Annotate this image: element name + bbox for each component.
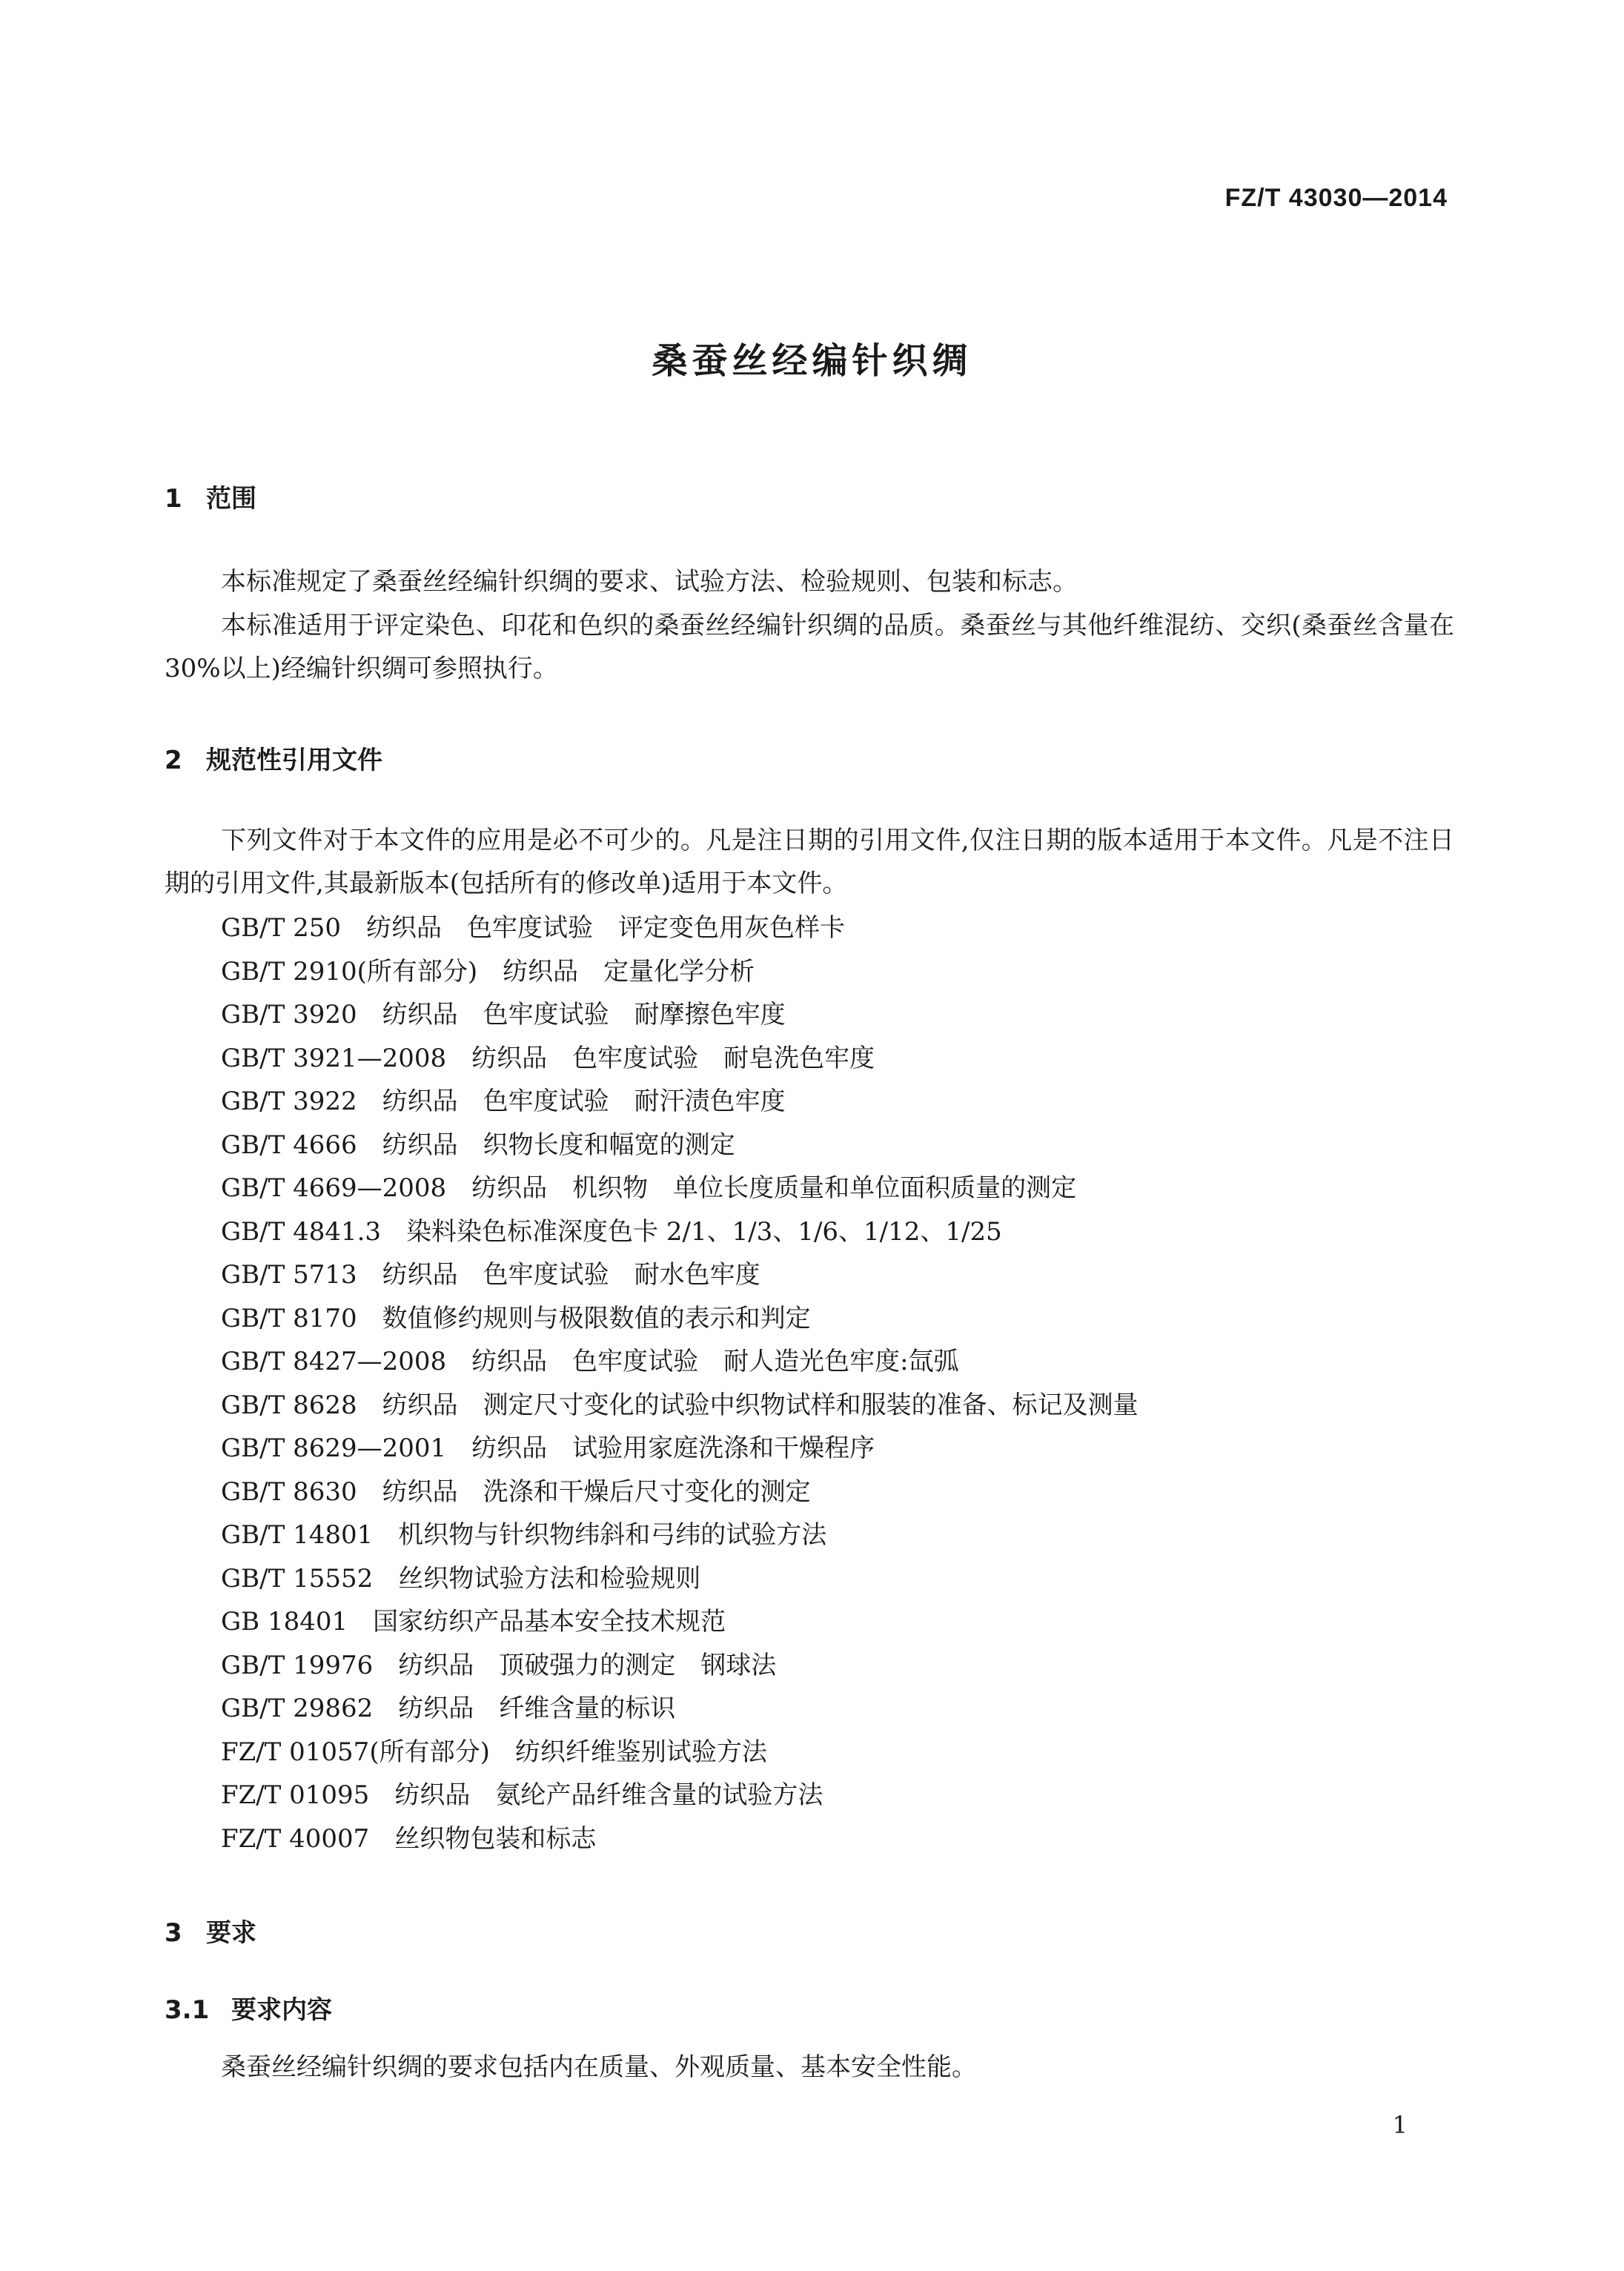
reference-code: GB/T 4669—2008 <box>221 1173 447 1203</box>
section-title: 要求 <box>206 1918 256 1948</box>
document-title: 桑蚕丝经编针织绸 <box>652 340 972 382</box>
reference-item <box>221 1384 1139 1428</box>
reference-title: 机织物与针织物纬斜和弓纬的试验方法 <box>398 1520 827 1550</box>
reference-title: 纺织品 洗涤和干燥后尺寸变化的测定 <box>382 1476 811 1507</box>
reference-item <box>221 1080 1139 1124</box>
section-1-heading <box>165 478 256 514</box>
scope-paragraph-1: 本标准规定了桑蚕丝经编针织绸的要求、试验方法、检验规则、包装和标志。 <box>221 567 1078 597</box>
reference-code: GB/T 4666 <box>221 1130 357 1160</box>
reference-item <box>221 1471 1139 1514</box>
references-intro: 下列文件对于本文件的应用是必不可少的。凡是注日期的引用文件,仅注日期的版本适用于本文件。凡是不注日期的引用文件,其最新版本(包括所有的修改单)适用于本文件。 <box>165 826 1454 898</box>
section-3-heading <box>165 1912 256 1949</box>
reference-code: GB/T 250 <box>221 913 341 943</box>
reference-title: 纺织品 色牢度试验 耐水色牢度 <box>382 1260 760 1290</box>
reference-code: GB/T 4841.3 <box>221 1216 382 1247</box>
reference-code: GB/T 8628 <box>221 1390 357 1420</box>
reference-item <box>221 1340 1139 1384</box>
scope-paragraph-2: 本标准适用于评定染色、印花和色织的桑蚕丝经编针织绸的品质。桑蚕丝与其他纤维混纺、交织(桑蚕丝含量在 30%以上)经编针织绸可参照执行。 <box>165 611 1454 683</box>
reference-item <box>221 1774 1139 1817</box>
reference-code: GB/T 29862 <box>221 1694 374 1723</box>
section-2-heading <box>165 740 382 776</box>
reference-code: FZ/T 40007 <box>221 1823 370 1854</box>
reference-title: 纺织品 色牢度试验 耐摩擦色牢度 <box>382 1000 786 1030</box>
reference-item <box>221 1167 1139 1210</box>
reference-code: GB/T 15552 <box>221 1563 374 1594</box>
reference-item <box>221 1731 1139 1774</box>
reference-code: GB/T 5713 <box>221 1260 357 1290</box>
reference-title: 纺织品 织物长度和幅宽的测定 <box>382 1130 735 1160</box>
reference-title: 染料染色标准深度色卡 2/1、1/3、1/6、1/12、1/25 <box>406 1216 1002 1247</box>
reference-list <box>221 906 1139 1860</box>
reference-item <box>221 1124 1139 1167</box>
reference-title: 纺织品 色牢度试验 评定变色用灰色样卡 <box>365 913 845 943</box>
section-title: 规范性引用文件 <box>206 746 382 775</box>
reference-title: 国家纺织产品基本安全技术规范 <box>373 1607 726 1637</box>
reference-code: GB/T 8630 <box>221 1476 357 1507</box>
reference-title: 纺织品 色牢度试验 耐汗渍色牢度 <box>382 1087 786 1116</box>
subsection-number: 3.1 <box>165 1995 210 2025</box>
reference-title: 纺织品 测定尺寸变化的试验中织物试样和服装的准备、标记及测量 <box>382 1390 1139 1420</box>
reference-item <box>221 1644 1139 1688</box>
reference-title: 丝织物试验方法和检验规则 <box>398 1563 701 1594</box>
reference-title: 纺织品 机织物 单位长度质量和单位面积质量的测定 <box>471 1173 1077 1203</box>
reference-item <box>221 1427 1139 1471</box>
reference-title: 丝织物包装和标志 <box>394 1823 597 1854</box>
reference-item <box>221 906 1139 950</box>
reference-code: GB/T 8170 <box>221 1303 357 1333</box>
reference-title: 纺织品 顶破强力的测定 钢球法 <box>398 1650 777 1680</box>
reference-title: 纺织品 纤维含量的标识 <box>398 1694 676 1723</box>
reference-item <box>221 1210 1139 1254</box>
reference-code: GB/T 2910(所有部分) <box>221 956 478 987</box>
section-number: 1 <box>165 484 182 514</box>
reference-code: FZ/T 01095 <box>221 1780 370 1810</box>
reference-title: 纺织品 定量化学分析 <box>503 956 755 987</box>
reference-item <box>221 1297 1139 1341</box>
section-3-1-heading <box>165 1989 332 2026</box>
reference-item <box>221 950 1139 994</box>
reference-item <box>221 993 1139 1037</box>
reference-item <box>221 1514 1139 1557</box>
standard-code: FZ/T 43030—2014 <box>1224 184 1448 212</box>
reference-title: 纺织品 色牢度试验 耐人造光色牢度:氙弧 <box>471 1347 959 1376</box>
reference-title: 纺织品 氨纶产品纤维含量的试验方法 <box>394 1780 823 1810</box>
reference-code: GB 18401 <box>221 1607 348 1637</box>
reference-item <box>221 1600 1139 1644</box>
reference-item <box>221 1253 1139 1297</box>
reference-title: 纺织品 试验用家庭洗涤和干燥程序 <box>471 1433 875 1463</box>
reference-code: GB/T 14801 <box>221 1520 374 1550</box>
page-number: 1 <box>1392 2111 1408 2139</box>
section-number: 3 <box>165 1918 182 1948</box>
reference-code: GB/T 8427—2008 <box>221 1347 447 1376</box>
reference-title: 纺织纤维鉴别试验方法 <box>514 1737 767 1767</box>
section-title: 范围 <box>206 484 256 514</box>
reference-code: GB/T 3921—2008 <box>221 1043 447 1073</box>
reference-code: GB/T 3922 <box>221 1087 357 1116</box>
reference-title: 纺织品 色牢度试验 耐皂洗色牢度 <box>471 1043 875 1073</box>
reference-code: FZ/T 01057(所有部分) <box>221 1737 490 1767</box>
subsection-title: 要求内容 <box>231 1995 332 2025</box>
reference-item <box>221 1817 1139 1861</box>
reference-item <box>221 1037 1139 1081</box>
reference-title: 数值修约规则与极限数值的表示和判定 <box>382 1303 811 1333</box>
reference-code: GB/T 3920 <box>221 1000 357 1030</box>
requirements-paragraph: 桑蚕丝经编针织绸的要求包括内在质量、外观质量、基本安全性能。 <box>221 2052 977 2082</box>
section-number: 2 <box>165 746 182 775</box>
reference-item <box>221 1687 1139 1731</box>
reference-code: GB/T 19976 <box>221 1650 374 1680</box>
reference-item <box>221 1557 1139 1601</box>
reference-code: GB/T 8629—2001 <box>221 1433 447 1463</box>
